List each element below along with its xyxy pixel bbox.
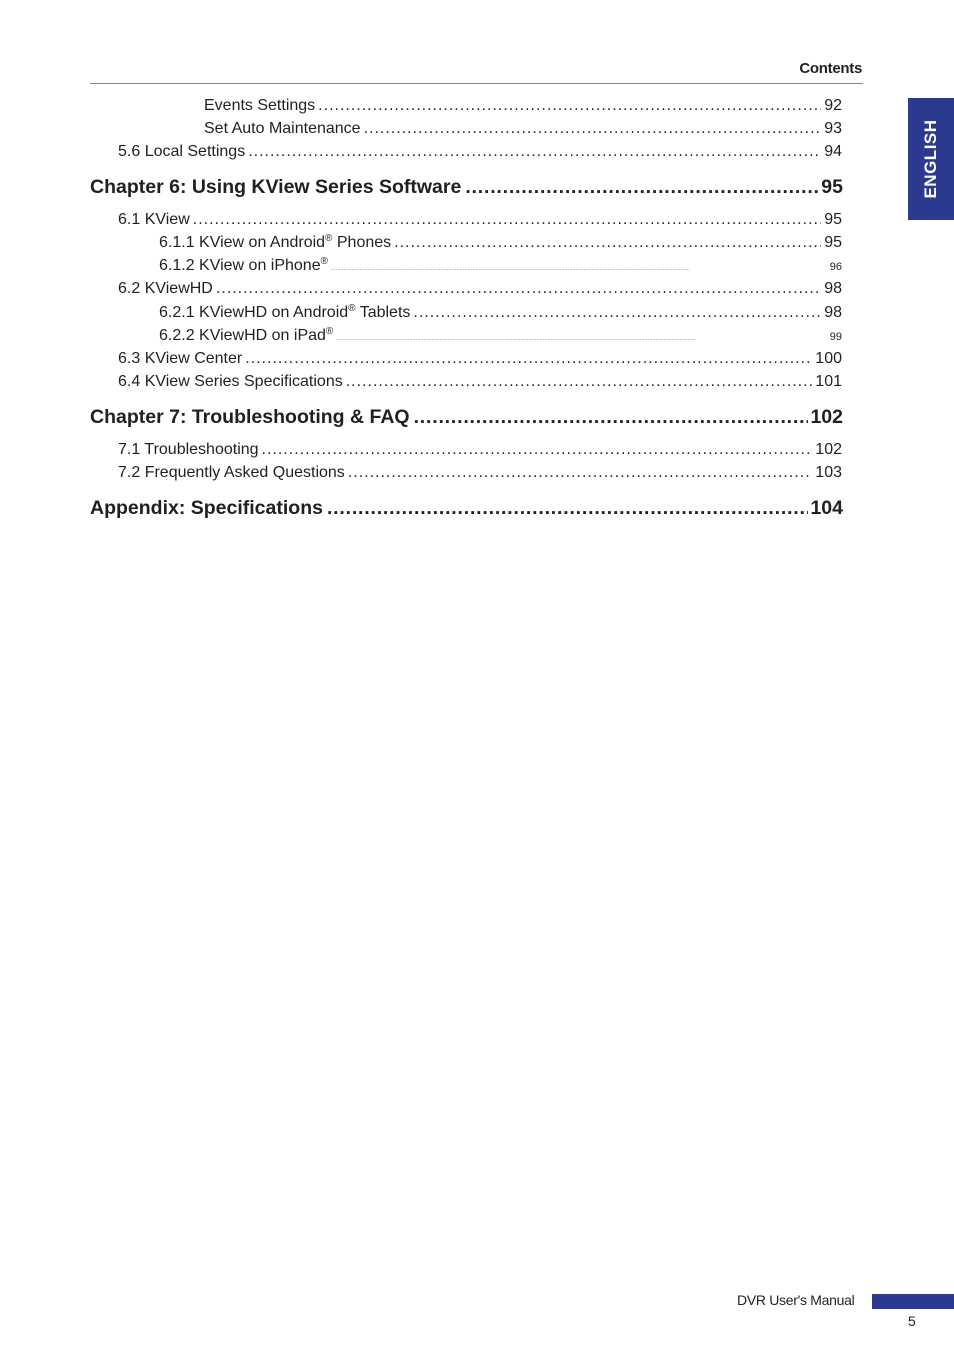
toc-entry-page: 98 xyxy=(824,304,842,321)
registered-mark: ® xyxy=(348,303,356,314)
toc-entry-title: 7.2 Frequently Asked Questions xyxy=(118,464,345,481)
toc-chapter-page: 95 xyxy=(821,176,843,198)
toc-entry-page: 95 xyxy=(824,211,842,228)
toc-entry-page: 93 xyxy=(824,120,842,137)
toc-entry-local-settings[interactable] xyxy=(118,143,842,161)
toc-leader-dots xyxy=(413,304,821,322)
toc-entry-page: 99 xyxy=(829,331,842,343)
toc-entry-title xyxy=(159,257,328,275)
toc-leader-dots xyxy=(318,97,821,115)
toc-leader-dots xyxy=(262,441,813,459)
toc-leader-dots xyxy=(216,280,821,298)
toc-chapter-title: Appendix: Specifications xyxy=(90,497,323,519)
registered-mark: ® xyxy=(325,326,334,337)
page-header-title: Contents xyxy=(799,60,862,77)
toc-leader-dots xyxy=(465,176,819,199)
toc-chapter-title: Chapter 7: Troubleshooting & FAQ xyxy=(90,406,410,428)
footer-accent-bar xyxy=(872,1294,954,1309)
toc-leader-dots xyxy=(348,464,813,482)
toc-entry-title-suffix: Phones xyxy=(332,234,392,251)
registered-mark: ® xyxy=(325,233,333,244)
toc-entry-page: 98 xyxy=(824,280,842,297)
toc-leader-dots xyxy=(193,211,821,229)
toc-entry-title xyxy=(159,234,391,252)
toc-entry-title: 6.3 KView Center xyxy=(118,350,243,367)
toc-entry-title-text: 6.1.1 KView on Android xyxy=(159,234,326,251)
registered-mark: ® xyxy=(320,256,328,267)
toc-leader-dots xyxy=(336,336,826,342)
language-tab xyxy=(908,98,954,220)
toc-entry-page: 95 xyxy=(824,234,842,251)
toc-entry-kview-android[interactable] xyxy=(159,234,842,252)
toc-entry-title xyxy=(159,327,333,345)
toc-entry-kviewhd-android[interactable] xyxy=(159,304,842,322)
footer-manual-label: DVR User's Manual xyxy=(737,1292,855,1308)
toc-entry-troubleshooting[interactable] xyxy=(118,441,842,459)
toc-entry-set-auto-maintenance[interactable] xyxy=(204,120,842,138)
toc-entry-kviewhd[interactable] xyxy=(118,280,842,298)
toc-entry-faq[interactable] xyxy=(118,464,842,482)
toc-entry-kview-specs[interactable] xyxy=(118,373,842,391)
header-divider xyxy=(90,83,863,84)
toc-entry-page: 101 xyxy=(815,373,842,390)
toc-entry-title: Set Auto Maintenance xyxy=(204,120,361,137)
toc-entry-page: 94 xyxy=(824,143,842,160)
toc-leader-dots xyxy=(327,497,809,520)
page-number: 5 xyxy=(908,1313,916,1329)
toc-entry-page: 102 xyxy=(815,441,842,458)
language-tab-label: ENGLISH xyxy=(921,119,940,199)
toc-entry-page: 92 xyxy=(824,97,842,114)
toc-chapter-6[interactable] xyxy=(90,176,843,199)
toc-entry-page: 103 xyxy=(815,464,842,481)
toc-chapter-page: 102 xyxy=(810,406,843,428)
toc-leader-dots xyxy=(248,143,821,161)
toc-leader-dots xyxy=(346,373,813,391)
toc-entry-page: 96 xyxy=(829,261,842,273)
toc-leader-dots xyxy=(414,406,809,429)
toc-entry-title: 6.1 KView xyxy=(118,211,190,228)
toc-entry-title-text: 6.2.1 KViewHD on Android xyxy=(159,304,349,321)
toc-appendix[interactable] xyxy=(90,497,843,520)
toc-entry-events-settings[interactable] xyxy=(204,97,842,115)
toc-entry-kview-center[interactable] xyxy=(118,350,842,368)
toc-entry-title-suffix: Tablets xyxy=(355,304,411,321)
toc-chapter-title: Chapter 6: Using KView Series Software xyxy=(90,176,462,198)
toc-entry-kviewhd-ipad[interactable] xyxy=(159,327,842,345)
toc-entry-title-text: 6.1.2 KView on iPhone xyxy=(159,257,321,274)
toc-entry-title: 6.4 KView Series Specifications xyxy=(118,373,343,390)
toc-leader-dots xyxy=(394,234,821,252)
toc-entry-kview-iphone[interactable] xyxy=(159,257,842,275)
toc-entry-title: 5.6 Local Settings xyxy=(118,143,246,160)
toc-entry-title xyxy=(159,304,410,322)
toc-chapter-page: 104 xyxy=(810,497,843,519)
toc-leader-dots xyxy=(364,120,822,138)
toc-leader-dots xyxy=(245,350,812,368)
toc-chapter-7[interactable] xyxy=(90,406,843,429)
toc-leader-dots xyxy=(331,266,827,272)
toc-entry-title: 6.2 KViewHD xyxy=(118,280,213,297)
toc-entry-title: 7.1 Troubleshooting xyxy=(118,441,259,458)
toc-entry-title: Events Settings xyxy=(204,97,316,114)
toc-entry-page: 100 xyxy=(815,350,842,367)
toc-entry-title-text: 6.2.2 KViewHD on iPad xyxy=(159,327,326,344)
toc-entry-kview[interactable] xyxy=(118,211,842,229)
